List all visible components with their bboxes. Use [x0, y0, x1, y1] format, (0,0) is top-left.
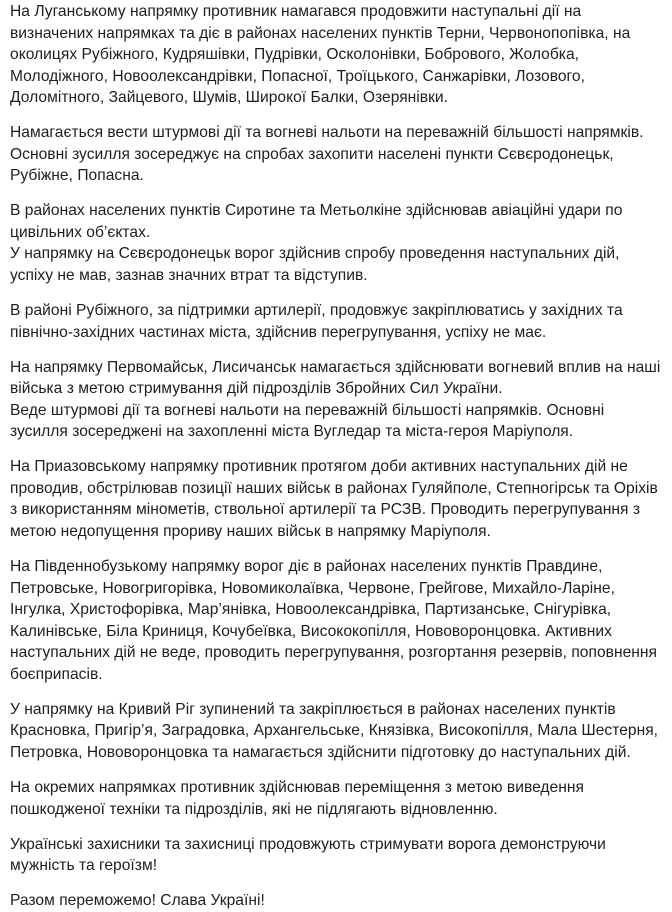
- paragraph-text: Веде штурмові дії та вогневі нальоти на переважній більшості напрямків. Основні зусилля зосереджені на захопленні міста Вугледар та міста-героя Маріуполя.: [10, 401, 605, 441]
- paragraph-southern-buh: [10, 556, 664, 685]
- paragraph-text: У напрямку на Сєвєродонецьк ворог здійснив спробу проведення наступальних дій, успіху не мав, зазнав значних втрат та відступив.: [10, 245, 620, 284]
- paragraph-text: В районах населених пунктів Сиротине та Метьолкіне здійснював авіаційні удари по цивільних об’єктах.: [10, 202, 623, 241]
- paragraph-text: На напрямку Первомайськ, Лисичанськ намагається здійснювати вогневий вплив на наші війська з метою стримування дій підрозділів Збройних Сил України.: [10, 358, 661, 398]
- paragraph-text: В районі Рубіжного, за підтримки артилерії, продовжує закріплюватись у західних та північно-західних частинах міста, здійснив перегрупування, успіху не має.: [10, 302, 623, 341]
- paragraph-azov: [10, 456, 664, 542]
- paragraph-kryvyi-rih: [10, 699, 664, 764]
- paragraph-text: Намагається вести штурмові дії та вогневі нальоти на переважній більшості напрямків. Основні зусилля зосереджує на спробах захопити населені пункти Сєвєродонецьк, Рубіжне, Попасна.: [10, 124, 644, 185]
- paragraph-rubizhne: [10, 300, 664, 343]
- paragraph-text: На Приазовському напрямку противник протягом доби активних наступальних дій не проводив, обстрілював позиції наших військ в районах Гуляйполе, Степногірськ та Оріхів з використанням мінометів, ствольної артилерії та РСЗВ. Проводить перегрупування з метою недопущення прориву наших військ в напрямку Маріуполя.: [10, 458, 658, 540]
- paragraph-equipment-evacuation: [10, 777, 664, 820]
- paragraph-text: Українські захисники та захисниці продовжують стримувати ворога демонструючи мужність та героїзм!: [10, 835, 606, 875]
- paragraph-text: У напрямку на Кривий Ріг зупинений та закріплюється в районах населених пунктів Красновка, Пригір’я, Заградовка, Архангельське, Князівка, Високопілля, Мала Шестерня, Петровка, Нововоронцовка та намагається здійснити підготовку до наступальних дій.: [10, 700, 659, 761]
- paragraph-text: Разом переможемо! Слава Україні!: [10, 892, 265, 910]
- paragraph-luhansk: [10, 1, 664, 109]
- paragraph-assault-attempts: [10, 122, 664, 187]
- paragraph-text: На окремих напрямках противник здійснював переміщення з метою виведення пошкодженої техніки та підрозділів, які не підлягають відновленню.: [10, 779, 584, 818]
- paragraph-text: На Луганському напрямку противник намагався продовжити наступальні дії на визначених напрямках та діє в районах населених пунктів Терни, Червонопопівка, на околицях Рубіжного, Кудряшівки, Пудрівки, Осколонівки, Бобрового, Жолобка, Молодіжного, Новоолександрівки, Попасної, Троїцького, Санжарівки, Лозового, Доломітного, Зайцевого, Шумів, Широкої Балки, Озерянівки.: [10, 3, 631, 106]
- paragraph-pervomaisk: [10, 357, 664, 443]
- paragraph-defenders: [10, 834, 664, 877]
- paragraph-air-strikes: [10, 200, 664, 286]
- paragraph-closing: [10, 890, 664, 912]
- paragraph-text: На Південнобузькому напрямку ворог діє в районах населених пунктів Правдине, Петровське, Новогригорівка, Новомиколаївка, Червоне, Грейгове, Михайло-Ларіне, Інгулка, Христофорівка, Мар’янівка, Новоолександрівка, Партизанське, Снігурівка, Калинівське, Біла Криниця, Кочубеївка, Висококопілля, Нововоронцовка. Активних наступальних дій не веде, проводить перегрупування, розгортання резервів, поповнення боєприпасів.: [10, 558, 657, 683]
